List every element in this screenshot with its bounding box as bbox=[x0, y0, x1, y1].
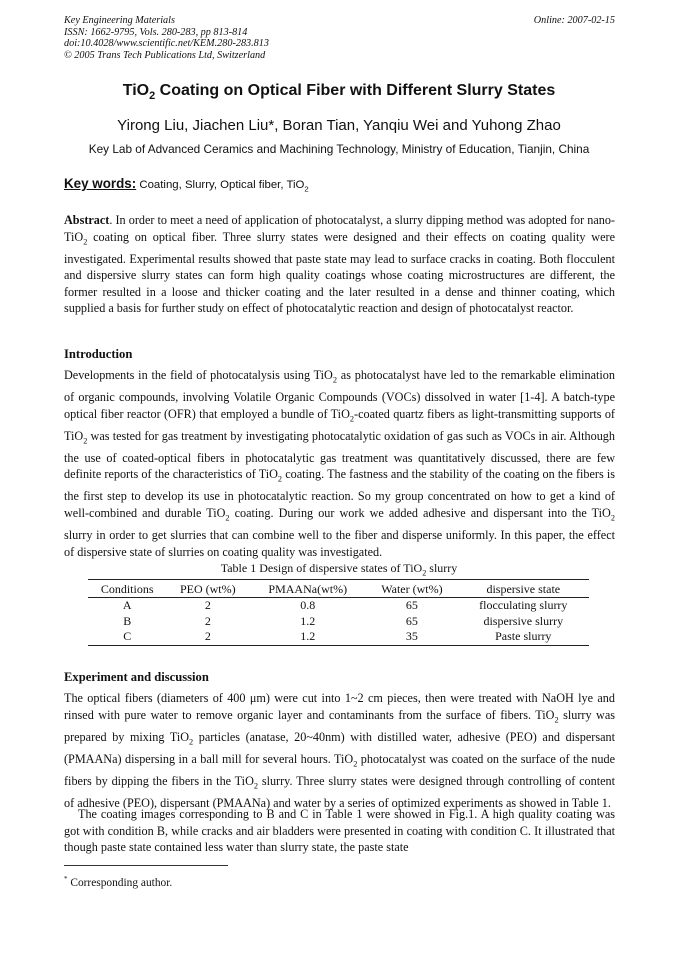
author-list: Yirong Liu, Jiachen Liu*, Boran Tian, Yanqiu Wei and Yuhong Zhao bbox=[117, 117, 561, 134]
table-caption: Table 1 Design of dispersive states of TiO$_2$ slurry bbox=[220, 561, 458, 578]
table-cell: 65 bbox=[405, 613, 418, 628]
table-cell: 2 bbox=[166, 629, 249, 645]
table-cell: dispersive slurry bbox=[483, 613, 564, 628]
table-cell: B bbox=[123, 613, 132, 628]
abstract-label: Abstract bbox=[64, 213, 110, 227]
table-cell: 2 bbox=[204, 613, 211, 628]
table-cell: 65 bbox=[405, 598, 418, 612]
col-dispersive-state: dispersive state bbox=[458, 580, 589, 598]
journal-metadata bbox=[64, 15, 269, 61]
table-cell: 35 bbox=[366, 629, 457, 645]
table-cell: Paste slurry bbox=[458, 629, 589, 645]
footnote: * Corresponding author. bbox=[64, 875, 173, 889]
experiment-paragraph-1: The optical fibers (diameters of 400 μm) were cut into 1~2 cm pieces, then were treated with NaOH lye and rinsed with pure water to remove organic layer and contaminants from the surface of fibers. TiO$_2$ slurry was prepared by mixing TiO$_2$ particles (anatase, 20~40nm) with distilled water, adhesive (PEO) and dispersant (PMAANa) dispersing in a ball mill for several hours. TiO$_2$ photocatalyst was coated on the surface of the nude fibers by dipping the fibers in the TiO$_2$ slurry. Three slurry states were designed through controlling of content of adhesive (PEO), dispersant (PMAANa) and water by a series of optimized experiments as showed in Table 1. bbox=[64, 691, 616, 810]
journal-name: Key Engineering Materials bbox=[64, 15, 175, 26]
table-cell: flocculating slurry bbox=[479, 598, 568, 612]
table-row bbox=[88, 614, 589, 630]
table-cell: 1.2 bbox=[249, 629, 366, 645]
introduction-paragraph: Developments in the field of photocatalysis using TiO$_2$ as photocatalyst have led to the remarkable elimination of organic compounds, involving Volatile Organic Compounds (VOCs) dissolved in water [1-4]. A batch-type optical fiber reactor (OFR) that employed a bundle of TiO$_2$-coated quartz fibers as light-transmitting supports of TiO$_2$ was tested for gas treatment by investigating photocatalytic oxidation of gas such as VOCs in air. Although the use of coated-optical fibers in photocatalytic gas treatment was quantitatively discussed, there are few definite reports of the characteristics of TiO$_2$ coating. The fastness and the stability of the coating on the fibers is the first step to develop its use in photocatalytic reaction. So my group concentrated on how to get a kind of well-combined and durable TiO$_2$ coating. During our work we added adhesive and dispersant into the TiO$_2$ slurry in order to get slurries that can combine well to the fiber and disperse uniformly. In this paper, the effect of dispersive state of slurries on coating quality was investigated. bbox=[64, 368, 615, 559]
abstract-paragraph: Abstract. In order to meet a need of application of photocatalyst, a slurry dipping method was adopted for nano-TiO$_2$ coating on optical fiber. Three slurry states were designed and their effects on coating quality were investigated. Experimental results showed that paste state may lead to surface cracks in coating. Both flocculent and dispersive slurry states can form high quality coatings whose coating microstructures are different, the former resulted in a loose and thicker coating and the later resulted in a dense and thinner coating, which supplied a basis for further study on effect of photocatalytic reaction and design of photocatalyst reactor. bbox=[64, 213, 615, 316]
col-water: Water (wt%) bbox=[366, 580, 457, 598]
table-cell: 0.8 bbox=[300, 598, 316, 612]
footnote-divider bbox=[64, 865, 228, 866]
table-cell: 1.2 bbox=[300, 613, 316, 628]
footnote-mark: * bbox=[64, 875, 68, 883]
table-cell: 2 bbox=[204, 598, 211, 612]
col-conditions: Conditions bbox=[88, 580, 166, 598]
paper-title: TiO$_2$ Coating on Optical Fiber with Different Slurry States bbox=[122, 82, 556, 103]
doi-line: doi:10.4028/www.scientific.net/KEM.280-283.813 bbox=[64, 38, 269, 50]
table-cell: C bbox=[88, 629, 166, 645]
table-row bbox=[88, 629, 589, 645]
experiment-heading: Experiment and discussion bbox=[64, 670, 209, 684]
table-row bbox=[88, 598, 589, 614]
keywords-label: Key words: bbox=[64, 176, 137, 191]
issn-line: ISSN: 1662-9795, Vols. 280-283, pp 813-814 bbox=[64, 26, 248, 38]
col-pmaana: PMAANa(wt%) bbox=[249, 580, 366, 598]
keywords: Key words: Coating, Slurry, Optical fiber, TiO$_2$ bbox=[64, 176, 309, 194]
introduction-heading: Introduction bbox=[64, 347, 133, 361]
experiment-paragraph-2: The coating images corresponding to B and C in Table 1 were showed in Fig.1. A high quality coating was got with condition B, while cracks and air bladders were presented in coating with condition C. It illustrated that though paste state contained less water than slurry state, the paste state bbox=[64, 807, 615, 855]
table-header-row bbox=[88, 580, 589, 598]
table-cell: A bbox=[122, 598, 132, 612]
copyright-line: © 2005 Trans Tech Publications Ltd, Switzerland bbox=[64, 49, 266, 61]
online-date: Online: 2007-02-15 bbox=[533, 15, 615, 26]
dispersive-states-table bbox=[88, 579, 589, 646]
col-peo: PEO (wt%) bbox=[166, 580, 249, 598]
affiliation: Key Lab of Advanced Ceramics and Machining Technology, Ministry of Education, Tianjin, China bbox=[88, 142, 590, 156]
